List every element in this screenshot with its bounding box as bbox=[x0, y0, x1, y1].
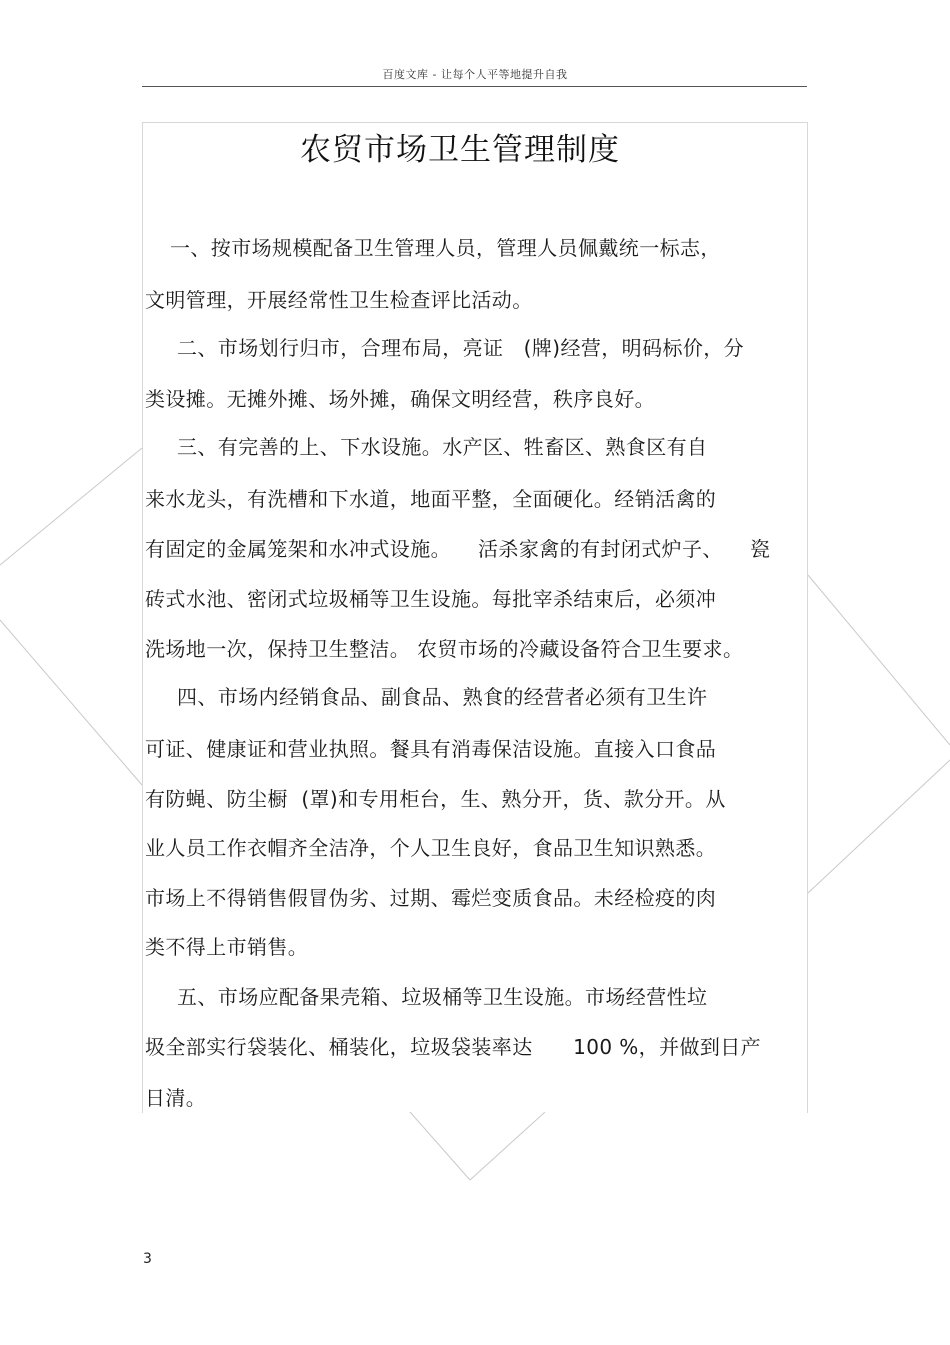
paragraph-4-line-4: 业人员工作衣帽齐全洁净，个人卫生良好，食品卫生知识熟悉。 bbox=[145, 836, 717, 860]
paragraph-1-line-1: 一、按市场规模配备卫生管理人员，管理人员佩戴统一标志， bbox=[170, 236, 721, 260]
document-title: 农贸市场卫生管理制度 bbox=[300, 132, 620, 168]
paragraph-3-line-5: 洗场地一次，保持卫生整洁。 农贸市场的冷藏设备符合卫生要求。 bbox=[145, 637, 744, 661]
paragraph-2-line-2: 类设摊。无摊外摊、场外摊，确保文明经营，秩序良好。 bbox=[145, 387, 655, 411]
page-header: 百度文库 - 让每个人平等地提升自我 bbox=[382, 68, 568, 81]
paragraph-1-line-2: 文明管理，开展经常性卫生检查评比活动。 bbox=[145, 288, 533, 312]
paragraph-3-line-2: 来水龙头，有洗槽和下水道，地面平整，全面硬化。经销活禽的 bbox=[145, 487, 717, 511]
paragraph-5-line-3: 日清。 bbox=[145, 1086, 207, 1110]
paragraph-4-line-5: 市场上不得销售假冒伪劣、过期、霉烂变质食品。未经检疫的肉 bbox=[145, 886, 717, 910]
content-frame bbox=[142, 122, 808, 1113]
paragraph-4-line-1: 四、市场内经销食品、副食品、熟食的经营者必须有卫生许 bbox=[177, 685, 708, 709]
paragraph-3-line-3: 有固定的金属笼架和水冲式设施。 活杀家禽的有封闭式炉子、 瓷 bbox=[145, 537, 771, 561]
paragraph-3-line-1: 三、有完善的上、下水设施。水产区、牲畜区、熟食区有自 bbox=[177, 435, 708, 459]
paragraph-3-line-4: 砖式水池、密闭式垃圾桶等卫生设施。每批宰杀结束后，必须冲 bbox=[145, 587, 717, 611]
paragraph-5-line-1: 五、市场应配备果壳箱、垃圾桶等卫生设施。市场经营性垃 bbox=[177, 985, 708, 1009]
page-number: 3 bbox=[143, 1251, 152, 1267]
paragraph-5-line-2: 圾全部实行袋装化、桶装化，垃圾袋装率达 100 %，并做到日产 bbox=[145, 1035, 762, 1059]
header-divider bbox=[142, 86, 807, 87]
paragraph-4-line-3: 有防蝇、防尘橱 (罩)和专用柜台，生、熟分开，货、款分开。从 bbox=[145, 787, 726, 811]
paragraph-2-line-1: 二、市场划行归市，合理布局，亮证 (牌)经营，明码标价，分 bbox=[177, 336, 745, 360]
paragraph-4-line-6: 类不得上市销售。 bbox=[145, 935, 309, 959]
paragraph-4-line-2: 可证、健康证和营业执照。餐具有消毒保洁设施。直接入口食品 bbox=[145, 737, 717, 761]
